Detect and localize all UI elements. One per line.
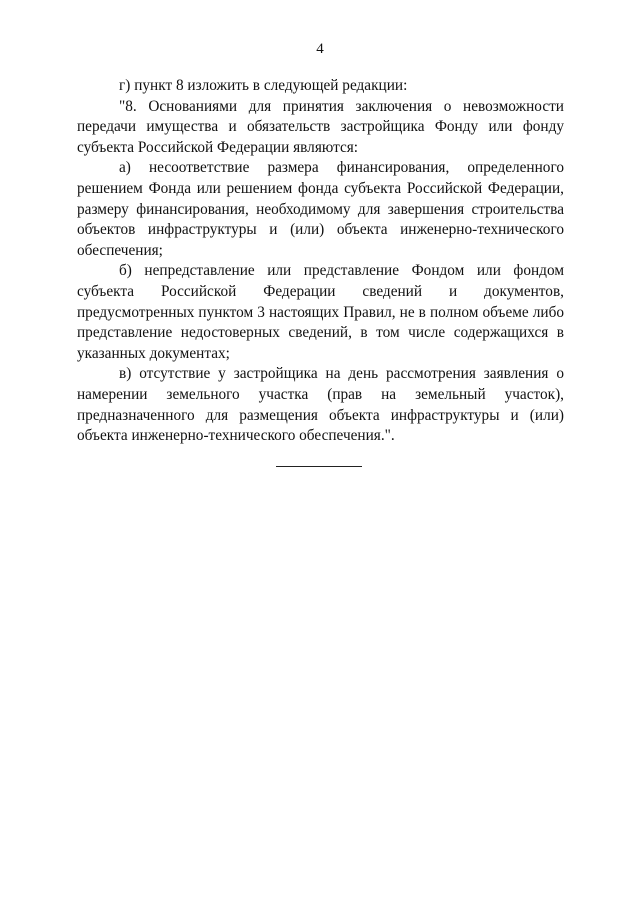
end-divider-line — [276, 466, 362, 467]
page-number: 4 — [316, 41, 324, 57]
document-body — [77, 76, 564, 447]
paragraph-item-v: в) отсутствие у застройщика на день рассмотрения заявления о намерении земельного участка (прав на земельный участок), предназначенного для размещения объекта инфраструктуры и (или) объекта инженерно-технического обеспечения.". — [77, 365, 564, 445]
paragraph-item-b: б) непредставление или представление Фондом или фондом субъекта Российской Федерации сведений и документов, предусмотренных пунктом 3 настоящих Правил, не в полном объеме либо представление недостоверных сведений, в том числе содержащихся в указанных документах; — [77, 262, 564, 362]
paragraph-intro: г) пункт 8 изложить в следующей редакции: — [119, 77, 408, 94]
paragraph-clause-8: "8. Основаниями для принятия заключения о невозможности передачи имущества и обязательств застройщика Фонду или фонду субъекта Российской Федерации являются: — [77, 97, 564, 156]
paragraph-item-a: а) несоответствие размера финансирования, определенного решением Фонда или решением фонда субъекта Российской Федерации, размеру финансирования, необходимому для завершения строительства объектов инфраструктуры и (или) объекта инженерно-технического обеспечения; — [77, 159, 564, 259]
